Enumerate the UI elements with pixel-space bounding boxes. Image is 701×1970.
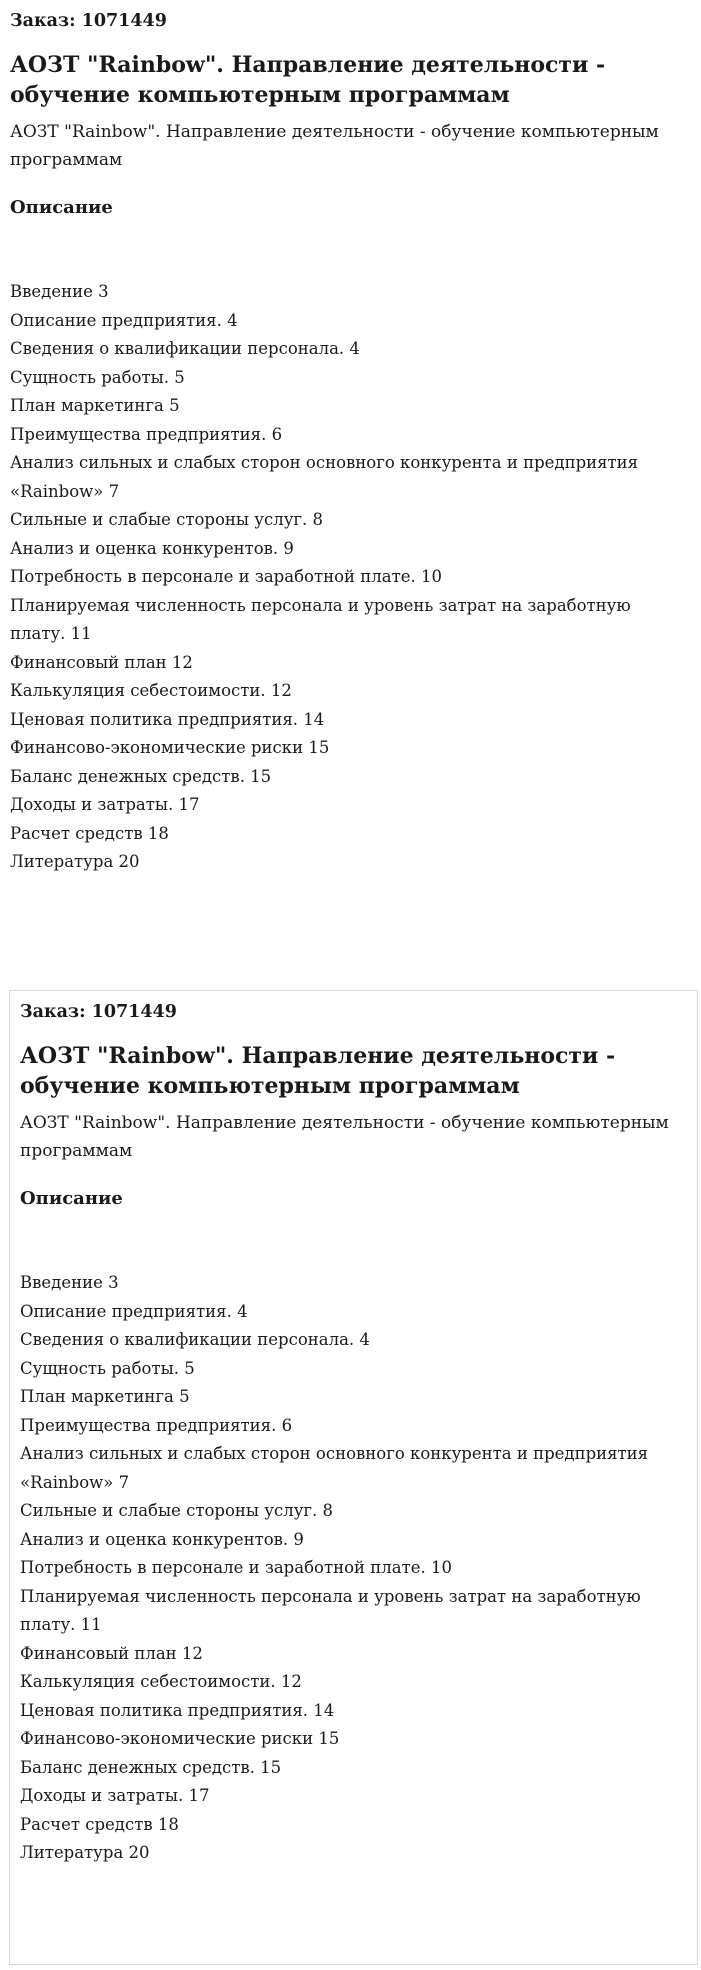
toc-item: Потребность в персонале и заработной плате. 10 xyxy=(10,567,442,586)
toc-item: Преимущества предприятия. 6 xyxy=(10,424,283,444)
toc-item: Ценовая политика предприятия. 14 xyxy=(20,1700,335,1720)
toc-item: Сведения о квалификации персонала. 4 xyxy=(10,339,360,358)
description-heading: Описание xyxy=(10,197,113,218)
toc-item: Потребность в персонале и заработной плате. 10 xyxy=(20,1558,452,1577)
toc-item: Анализ и оценка конкурентов. 9 xyxy=(10,538,294,558)
toc-item: Введение 3 xyxy=(10,282,109,301)
toc-item: Финансово-экономические риски 15 xyxy=(10,738,330,757)
order-number: Заказ: 1071449 xyxy=(10,11,167,31)
order-subtitle: АОЗТ "Rainbow". Направление деятельности - обучение компьютерным программам xyxy=(10,122,659,170)
order-block-2 xyxy=(9,990,698,1965)
table-of-contents xyxy=(10,278,691,877)
toc-item: План маркетинга 5 xyxy=(10,396,180,415)
toc-item: Баланс денежных средств. 15 xyxy=(10,766,272,786)
toc-item: Преимущества предприятия. 6 xyxy=(20,1415,293,1435)
description-heading: Описание xyxy=(20,1188,123,1209)
toc-item: Анализ сильных и слабых сторон основного конкурента и предприятия xyxy=(10,453,639,472)
toc-item: Финансовый план 12 xyxy=(10,652,193,672)
toc-item: Ценовая политика предприятия. 14 xyxy=(10,709,325,729)
toc-item: Доходы и затраты. 17 xyxy=(10,795,200,814)
toc-item: Планируемая численность персонала и уровень затрат на заработную плату. 11 xyxy=(20,1586,641,1634)
toc-item: «Rainbow» 7 xyxy=(10,481,120,501)
toc-item: Анализ и оценка конкурентов. 9 xyxy=(20,1529,304,1549)
toc-item: План маркетинга 5 xyxy=(20,1387,190,1406)
toc-item: Сильные и слабые стороны услуг. 8 xyxy=(20,1501,334,1520)
toc-item: Калькуляция себестоимости. 12 xyxy=(20,1672,302,1691)
toc-item: Финансово-экономические риски 15 xyxy=(20,1729,340,1748)
toc-item: Баланс денежных средств. 15 xyxy=(20,1757,282,1777)
toc-item: Расчет средств 18 xyxy=(10,823,169,843)
toc-item: Расчет средств 18 xyxy=(20,1814,179,1834)
toc-item: Планируемая численность персонала и уровень затрат на заработную плату. 11 xyxy=(10,595,631,643)
toc-item: Введение 3 xyxy=(20,1273,119,1292)
toc-item: Сущность работы. 5 xyxy=(10,367,185,387)
toc-item: Калькуляция себестоимости. 12 xyxy=(10,681,292,700)
toc-item: Сильные и слабые стороны услуг. 8 xyxy=(10,510,324,529)
table-of-contents xyxy=(20,1269,687,1868)
toc-item: Литература 20 xyxy=(20,1843,150,1862)
toc-item: Описание предприятия. 4 xyxy=(10,310,238,330)
toc-item: «Rainbow» 7 xyxy=(20,1472,130,1492)
order-title: АОЗТ "Rainbow". Направление деятельности - обучение компьютерным программам xyxy=(10,52,606,108)
order-number: Заказ: 1071449 xyxy=(20,1002,177,1022)
order-subtitle: АОЗТ "Rainbow". Направление деятельности - обучение компьютерным программам xyxy=(20,1113,669,1161)
toc-item: Сущность работы. 5 xyxy=(20,1358,195,1378)
toc-item: Литература 20 xyxy=(10,852,140,871)
toc-item: Финансовый план 12 xyxy=(20,1643,203,1663)
order-block-1 xyxy=(0,0,701,980)
toc-item: Описание предприятия. 4 xyxy=(20,1301,248,1321)
toc-item: Сведения о квалификации персонала. 4 xyxy=(20,1330,370,1349)
toc-item: Анализ сильных и слабых сторон основного конкурента и предприятия xyxy=(20,1444,649,1463)
order-title: АОЗТ "Rainbow". Направление деятельности - обучение компьютерным программам xyxy=(20,1043,616,1099)
toc-item: Доходы и затраты. 17 xyxy=(20,1786,210,1805)
